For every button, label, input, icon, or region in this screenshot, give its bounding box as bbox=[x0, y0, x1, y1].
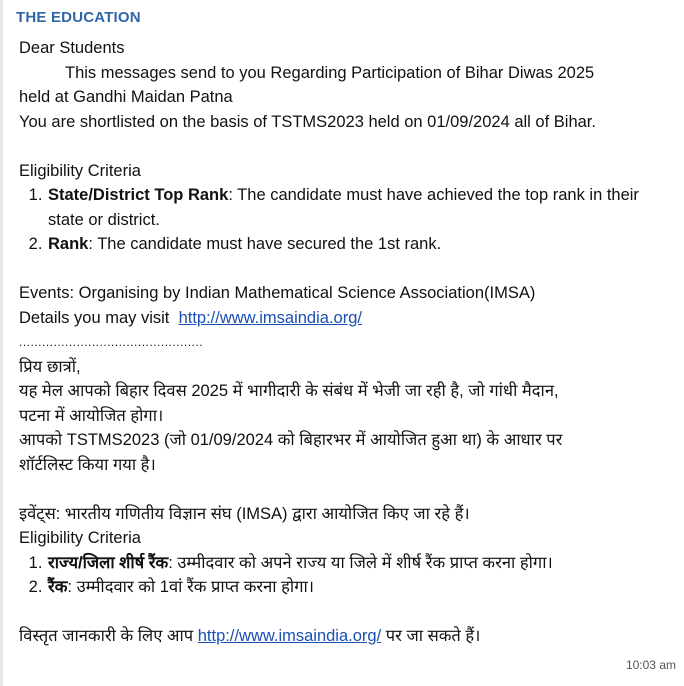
criteria-title: Rank bbox=[48, 235, 89, 253]
criteria-item bbox=[47, 232, 679, 257]
criteria-item bbox=[47, 575, 679, 600]
criteria-text: : उम्मीदवार को 1वां रैंक प्राप्त करना होगा। bbox=[67, 578, 315, 596]
mail-line-2: पटना में आयोजित होगा। bbox=[19, 406, 164, 425]
message-body bbox=[19, 36, 679, 649]
criteria-heading-hi: Eligibility Criteria bbox=[19, 529, 141, 547]
criteria-text: : उम्मीदवार को अपने राज्य या जिले में शीर्ष रैंक प्राप्त करना होगा। bbox=[168, 553, 553, 572]
separator: ................................................ bbox=[19, 335, 204, 349]
intro-line-2: held at Gandhi Maidan Patna bbox=[19, 88, 233, 106]
details-prefix: Details you may visit bbox=[19, 308, 170, 327]
events-text-hi: इवेंट्स: भारतीय गणितीय विज्ञान संघ (IMSA) द्वारा आयोजित किए जा रहे हैं। bbox=[19, 504, 470, 523]
details-line-en bbox=[19, 306, 679, 331]
shortlist-line-2: शॉर्टलिस्ट किया गया है। bbox=[19, 455, 156, 474]
details-line-hi bbox=[19, 624, 679, 649]
criteria-list-hi bbox=[19, 551, 679, 600]
message-timestamp: 10:03 am bbox=[625, 658, 676, 672]
shortlist-line-1: आपको TSTMS2023 (जो 01/09/2024 को बिहारभर में आयोजित हुआ था) के आधार पर bbox=[19, 431, 563, 449]
criteria-title: State/District Top Rank bbox=[48, 186, 229, 204]
details-suffix: पर जा सकते हैं। bbox=[385, 627, 481, 645]
criteria-item bbox=[47, 183, 679, 232]
greeting-hi: प्रिय छात्रों, bbox=[19, 357, 81, 376]
intro-line-1: This messages send to you Regarding Participation of Bihar Diwas 2025 bbox=[65, 63, 595, 82]
criteria-text: : The candidate must have achieved the top rank in their state or district. bbox=[48, 186, 639, 229]
criteria-list-en bbox=[19, 183, 679, 257]
sender-name[interactable]: THE EDUCATION bbox=[16, 9, 141, 26]
details-prefix: विस्तृत जानकारी के लिए आप bbox=[19, 627, 194, 645]
criteria-heading-en: Eligibility Criteria bbox=[19, 161, 141, 180]
shortlisted-text: You are shortlisted on the basis of TSTMS2023 held on 01/09/2024 all of Bihar. bbox=[19, 112, 596, 131]
greeting-en: Dear Students bbox=[19, 39, 125, 57]
events-text-en: Events: Organising by Indian Mathematical Science Association(IMSA) bbox=[19, 284, 536, 302]
imsa-link[interactable]: http://www.imsaindia.org/ bbox=[197, 627, 382, 645]
criteria-text: : The candidate must have secured the 1st rank. bbox=[88, 235, 442, 253]
imsa-link[interactable]: http://www.imsaindia.org/ bbox=[178, 308, 362, 327]
criteria-title: राज्य/जिला शीर्ष रैंक bbox=[48, 553, 169, 572]
mail-line-1: यह मेल आपको बिहार दिवस 2025 में भागीदारी के संबंध में भेजी जा रही है, जो गांधी मैदान, bbox=[19, 382, 559, 400]
criteria-title: रैंक bbox=[48, 578, 68, 596]
criteria-item bbox=[47, 551, 679, 576]
